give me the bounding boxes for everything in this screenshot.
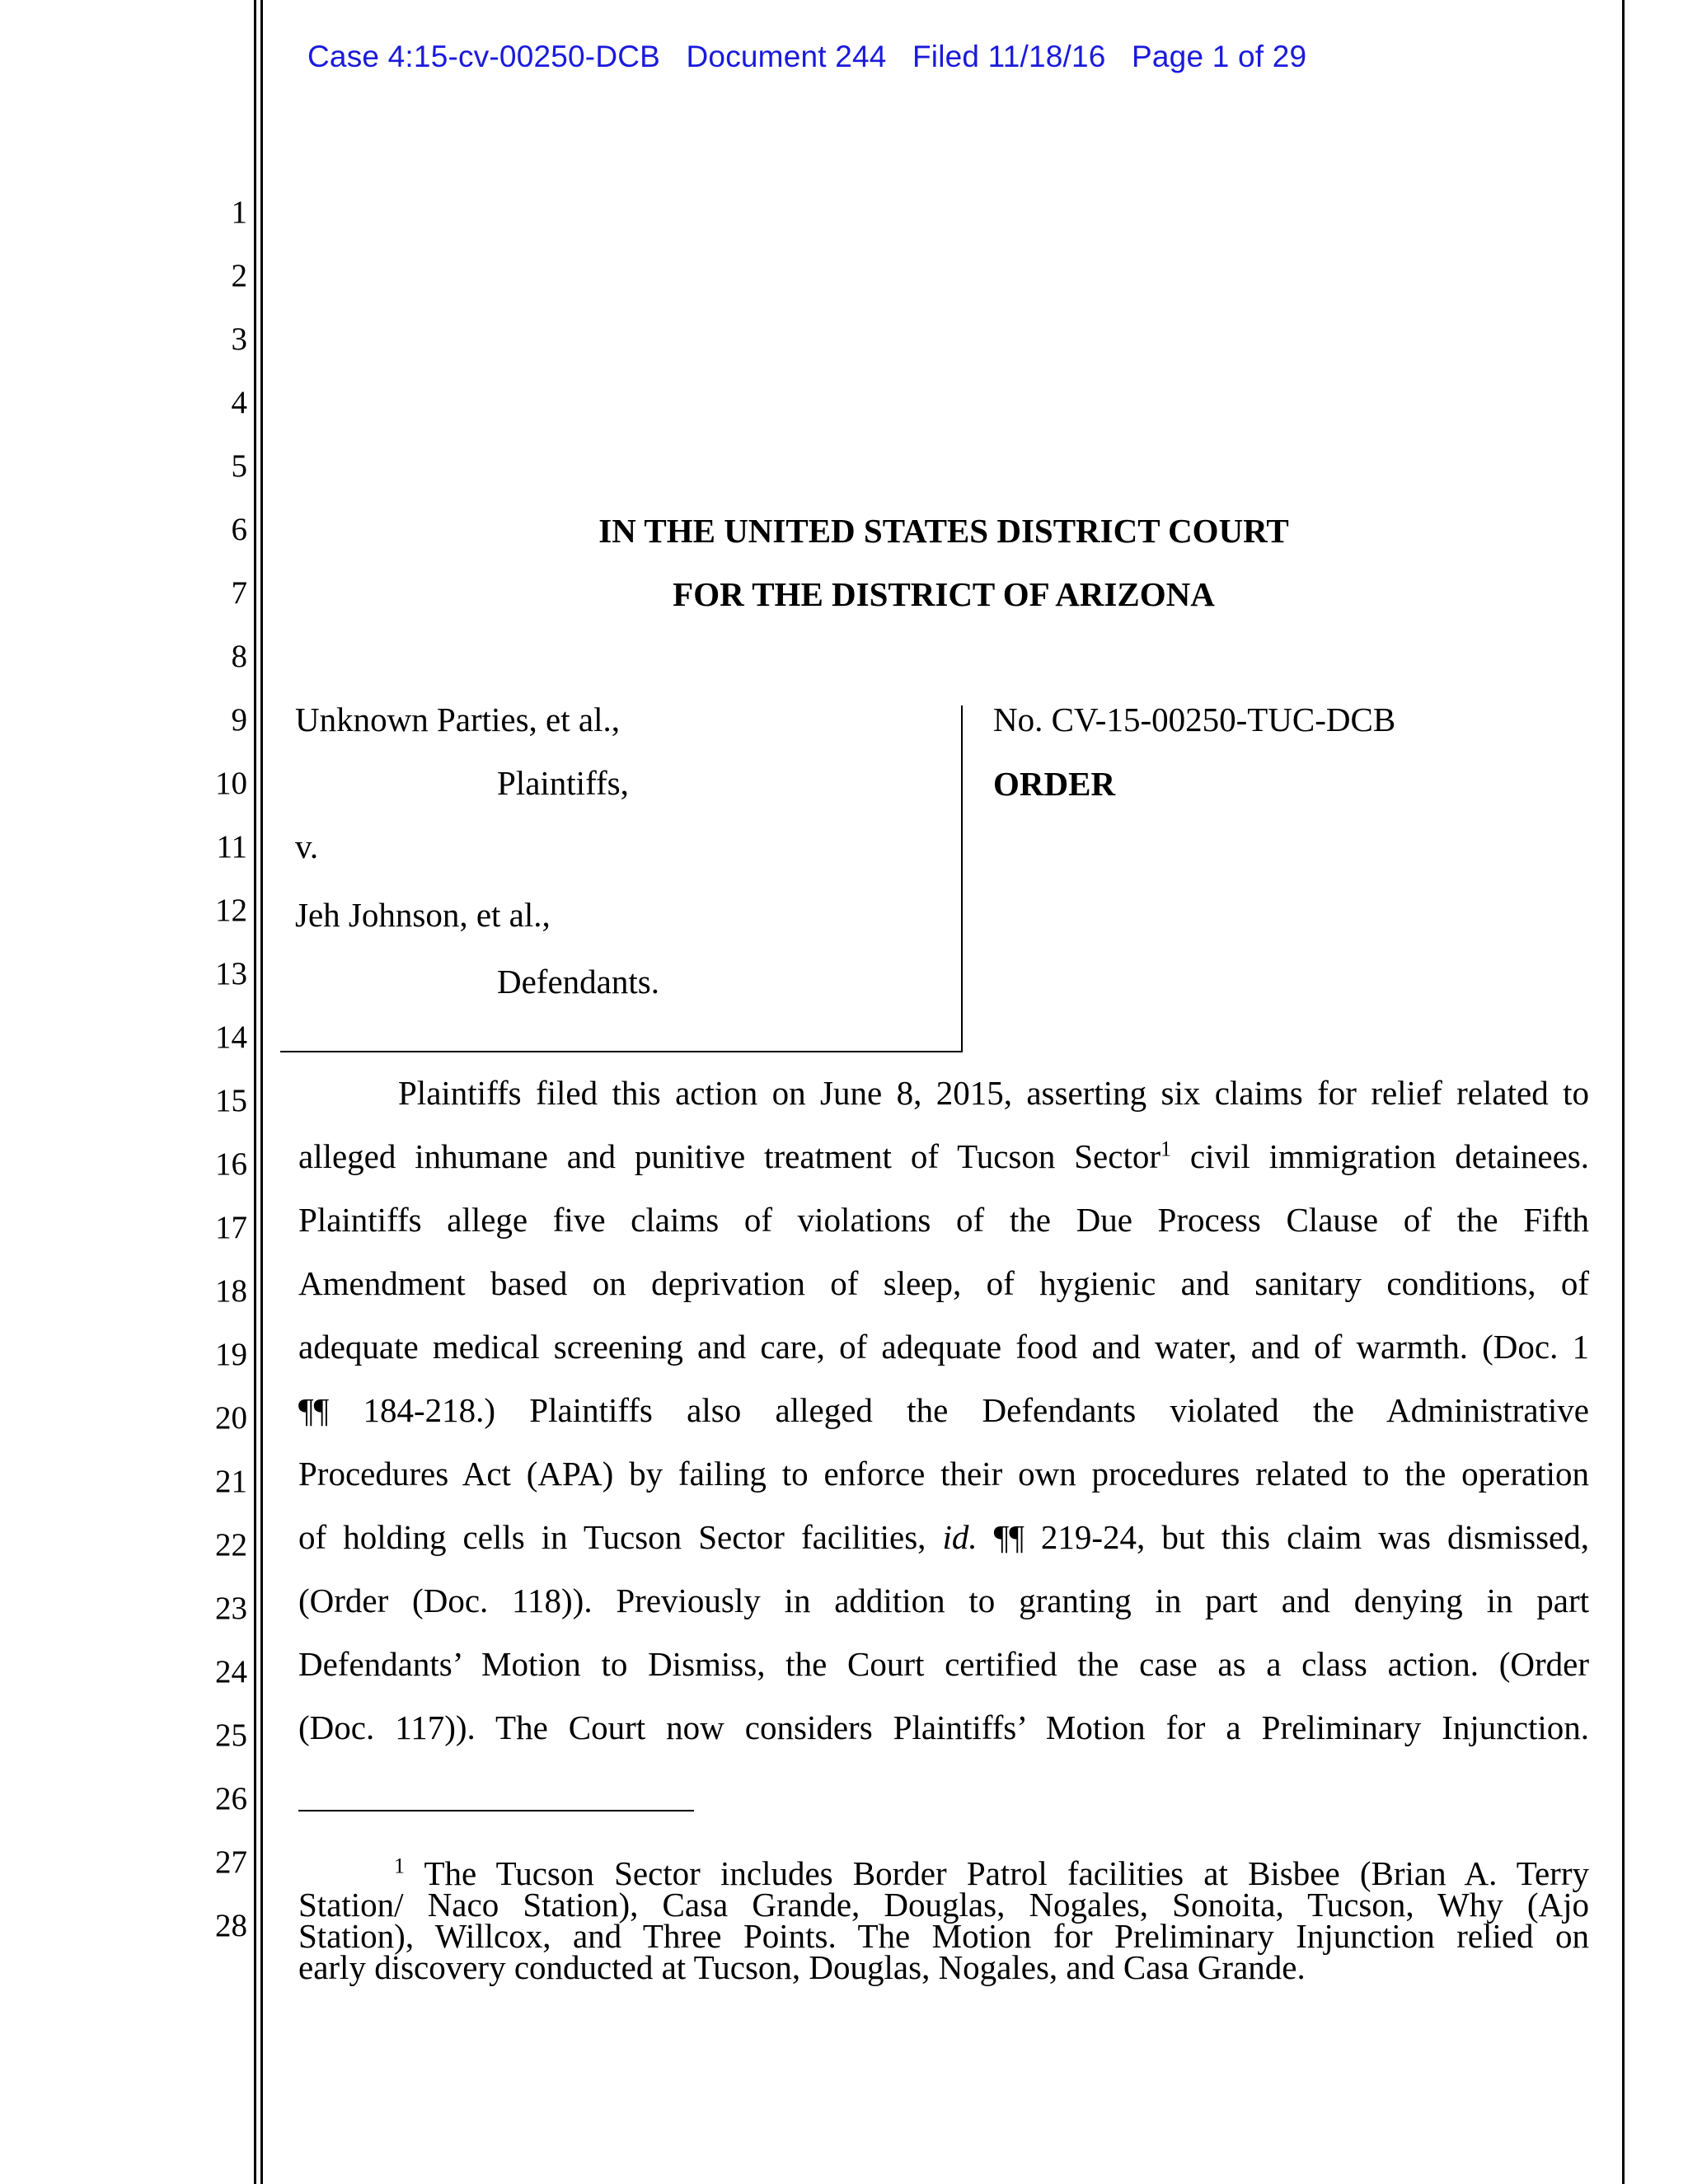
line-number: 23 [215, 1591, 247, 1626]
line-number: 6 [231, 512, 247, 547]
line-number: 28 [215, 1908, 247, 1943]
line-number: 13 [215, 956, 247, 991]
body-line-6: ¶¶ 184-218.) Plaintiffs also alleged the Defendants violated the Administrative [298, 1391, 1589, 1429]
line-number: 27 [215, 1844, 247, 1880]
line-number: 4 [231, 385, 247, 420]
line-number: 22 [215, 1527, 247, 1563]
document-title: ORDER [993, 765, 1116, 803]
line-number: 14 [215, 1019, 247, 1055]
margin-rule-right [1622, 0, 1625, 2184]
body-line-8 [298, 1516, 1589, 1558]
court-title-line-1: IN THE UNITED STATES DISTRICT COURT [598, 512, 1289, 550]
caption-plaintiff: Unknown Parties, et al., [295, 701, 620, 738]
line-number: 10 [215, 766, 247, 801]
body-line-10: Defendants’ Motion to Dismiss, the Court certified the case as a class action. (Order [298, 1645, 1589, 1683]
line-number: 19 [215, 1337, 247, 1372]
line-number: 12 [215, 893, 247, 928]
line-number: 26 [215, 1781, 247, 1816]
filing-header [307, 40, 1306, 74]
caption-divider-horizontal [280, 1051, 963, 1052]
body-line-7: Procedures Act (APA) by failing to enforce their own procedures related to the operation [298, 1455, 1589, 1493]
body-line-3: Plaintiffs allege five claims of violations of the Due Process Clause of the Fifth [298, 1201, 1589, 1239]
header-filed-date: Filed 11/18/16 [912, 40, 1106, 73]
line-number: 7 [231, 575, 247, 611]
body-line-2-text-continued: civil immigration detainees. [1171, 1137, 1589, 1175]
body-line-2 [298, 1136, 1589, 1177]
footnote-line-4: early discovery conducted at Tucson, Douglas, Nogales, and Casa Grande. [298, 1948, 1306, 1986]
margin-rule-left-inner [260, 0, 263, 2184]
citation-id: id. [942, 1518, 978, 1556]
header-page-count: Page 1 of 29 [1132, 40, 1307, 73]
line-number: 24 [215, 1654, 247, 1690]
case-number: No. CV-15-00250-TUC-DCB [993, 701, 1396, 738]
body-line-1: Plaintiffs filed this action on June 8, 2015, asserting six claims for relief related to [398, 1074, 1589, 1112]
court-title-line-2: FOR THE DISTRICT OF ARIZONA [673, 575, 1215, 613]
body-line-4: Amendment based on deprivation of sleep, of hygienic and sanitary conditions, of [298, 1264, 1589, 1302]
line-number: 17 [215, 1210, 247, 1245]
margin-rule-left-outer [254, 0, 256, 2184]
line-number: 20 [215, 1400, 247, 1436]
footnote-line-1-text: The Tucson Sector includes Border Patrol facilities at Bisbee (Brian A. Terry [405, 1854, 1589, 1892]
caption-defendant: Jeh Johnson, et al., [295, 896, 551, 934]
line-number: 1 [231, 194, 247, 230]
caption-versus: v. [295, 827, 319, 865]
header-document-number: Document 244 [686, 40, 887, 73]
caption-plaintiff-role: Plaintiffs, [497, 764, 629, 802]
line-number: 16 [215, 1146, 247, 1182]
body-line-11: (Doc. 117)). The Court now considers Plaintiffs’ Motion for a Preliminary Injunction. [298, 1708, 1589, 1746]
body-line-2-text: alleged inhumane and punitive treatment of Tucson Sector [298, 1137, 1160, 1175]
line-number: 5 [231, 448, 247, 484]
line-number: 9 [231, 702, 247, 738]
line-number: 21 [215, 1464, 247, 1499]
footnote-reference: 1 [1160, 1137, 1171, 1161]
line-number: 3 [231, 321, 247, 357]
body-line-8-text-continued: ¶¶ 219-24, but this claim was dismissed, [977, 1518, 1589, 1556]
footnote-marker: 1 [394, 1854, 405, 1878]
footnote-separator [298, 1810, 694, 1811]
footnote-line-3: Station), Willcox, and Three Points. The Motion for Preliminary Injunction relied on [298, 1917, 1589, 1955]
body-line-5: adequate medical screening and care, of adequate food and water, and of warmth. (Doc. 1 [298, 1328, 1589, 1366]
line-number: 15 [215, 1083, 247, 1118]
line-number: 8 [231, 639, 247, 674]
header-case-number: Case 4:15-cv-00250-DCB [307, 40, 661, 73]
line-number: 11 [216, 829, 247, 865]
footnote-line-1 [298, 1854, 1589, 1892]
footnote-line-2: Station/ Naco Station), Casa Grande, Douglas, Nogales, Sonoita, Tucson, Why (Ajo [298, 1886, 1589, 1924]
line-number: 2 [231, 258, 247, 293]
line-number: 25 [215, 1718, 247, 1753]
body-line-9: (Order (Doc. 118)). Previously in addition to granting in part and denying in part [298, 1582, 1589, 1619]
body-line-8-text: of holding cells in Tucson Sector facilities, [298, 1518, 943, 1556]
line-number: 18 [215, 1273, 247, 1309]
caption-defendant-role: Defendants. [497, 963, 659, 1001]
caption-divider-vertical [961, 705, 963, 1052]
